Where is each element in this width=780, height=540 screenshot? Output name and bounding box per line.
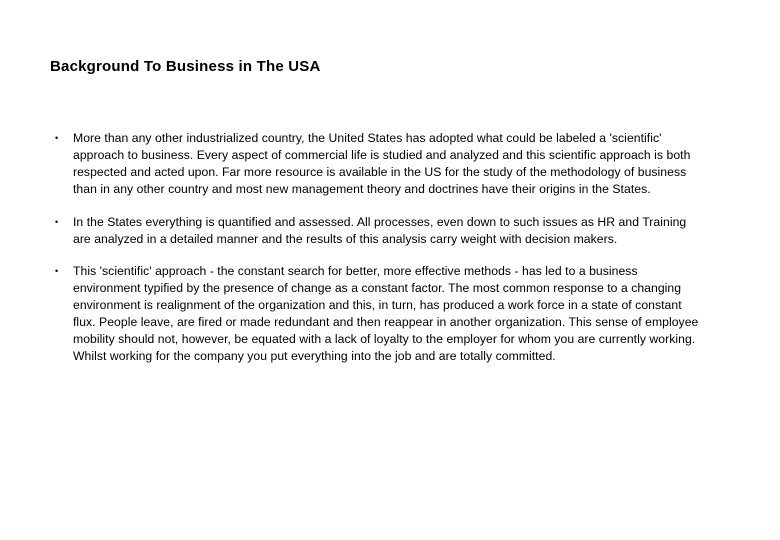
bullet-item-change-environment <box>55 263 705 364</box>
bullet-item-quantified <box>55 214 705 248</box>
bullet-icon: • <box>55 266 59 277</box>
bullet-item-scientific-approach <box>55 130 705 198</box>
bullet-list <box>55 130 705 365</box>
bullet-icon: • <box>55 216 59 227</box>
bullet-text: In the States everything is quantified and assessed. All processes, even down to such issues as HR and Training are analyzed in a detailed manner and the results of this analysis carry weight with decision makers. <box>73 214 687 246</box>
bullet-text: This 'scientific' approach - the constant search for better, more effective methods - has led to a business environment typified by the presence of change as a constant factor. The most common response to a changing environment is realignment of the organization and this, in turn, has produced a work force in a state of constant flux. People leave, are fired or made redundant and then reappear in another organization. This sense of employee mobility should not, however, be equated with a lack of loyalty to the employer for whom you are currently working. Whilst working for the company you put everything into the job and are totally committed. <box>73 264 699 363</box>
bullet-icon: • <box>55 133 59 143</box>
page-title: Background To Business in The USA <box>50 58 321 75</box>
bullet-text: More than any other industrialized country, the United States has adopted what could be labeled a 'scientific' approach to business. Every aspect of commercial life is studied and analyzed and this scientific approach is both respected and acted upon. Far more resource is available in the US for the study of the methodology of business than in any other country and most new management theory and doctrines have their origins in the States. <box>73 131 691 196</box>
